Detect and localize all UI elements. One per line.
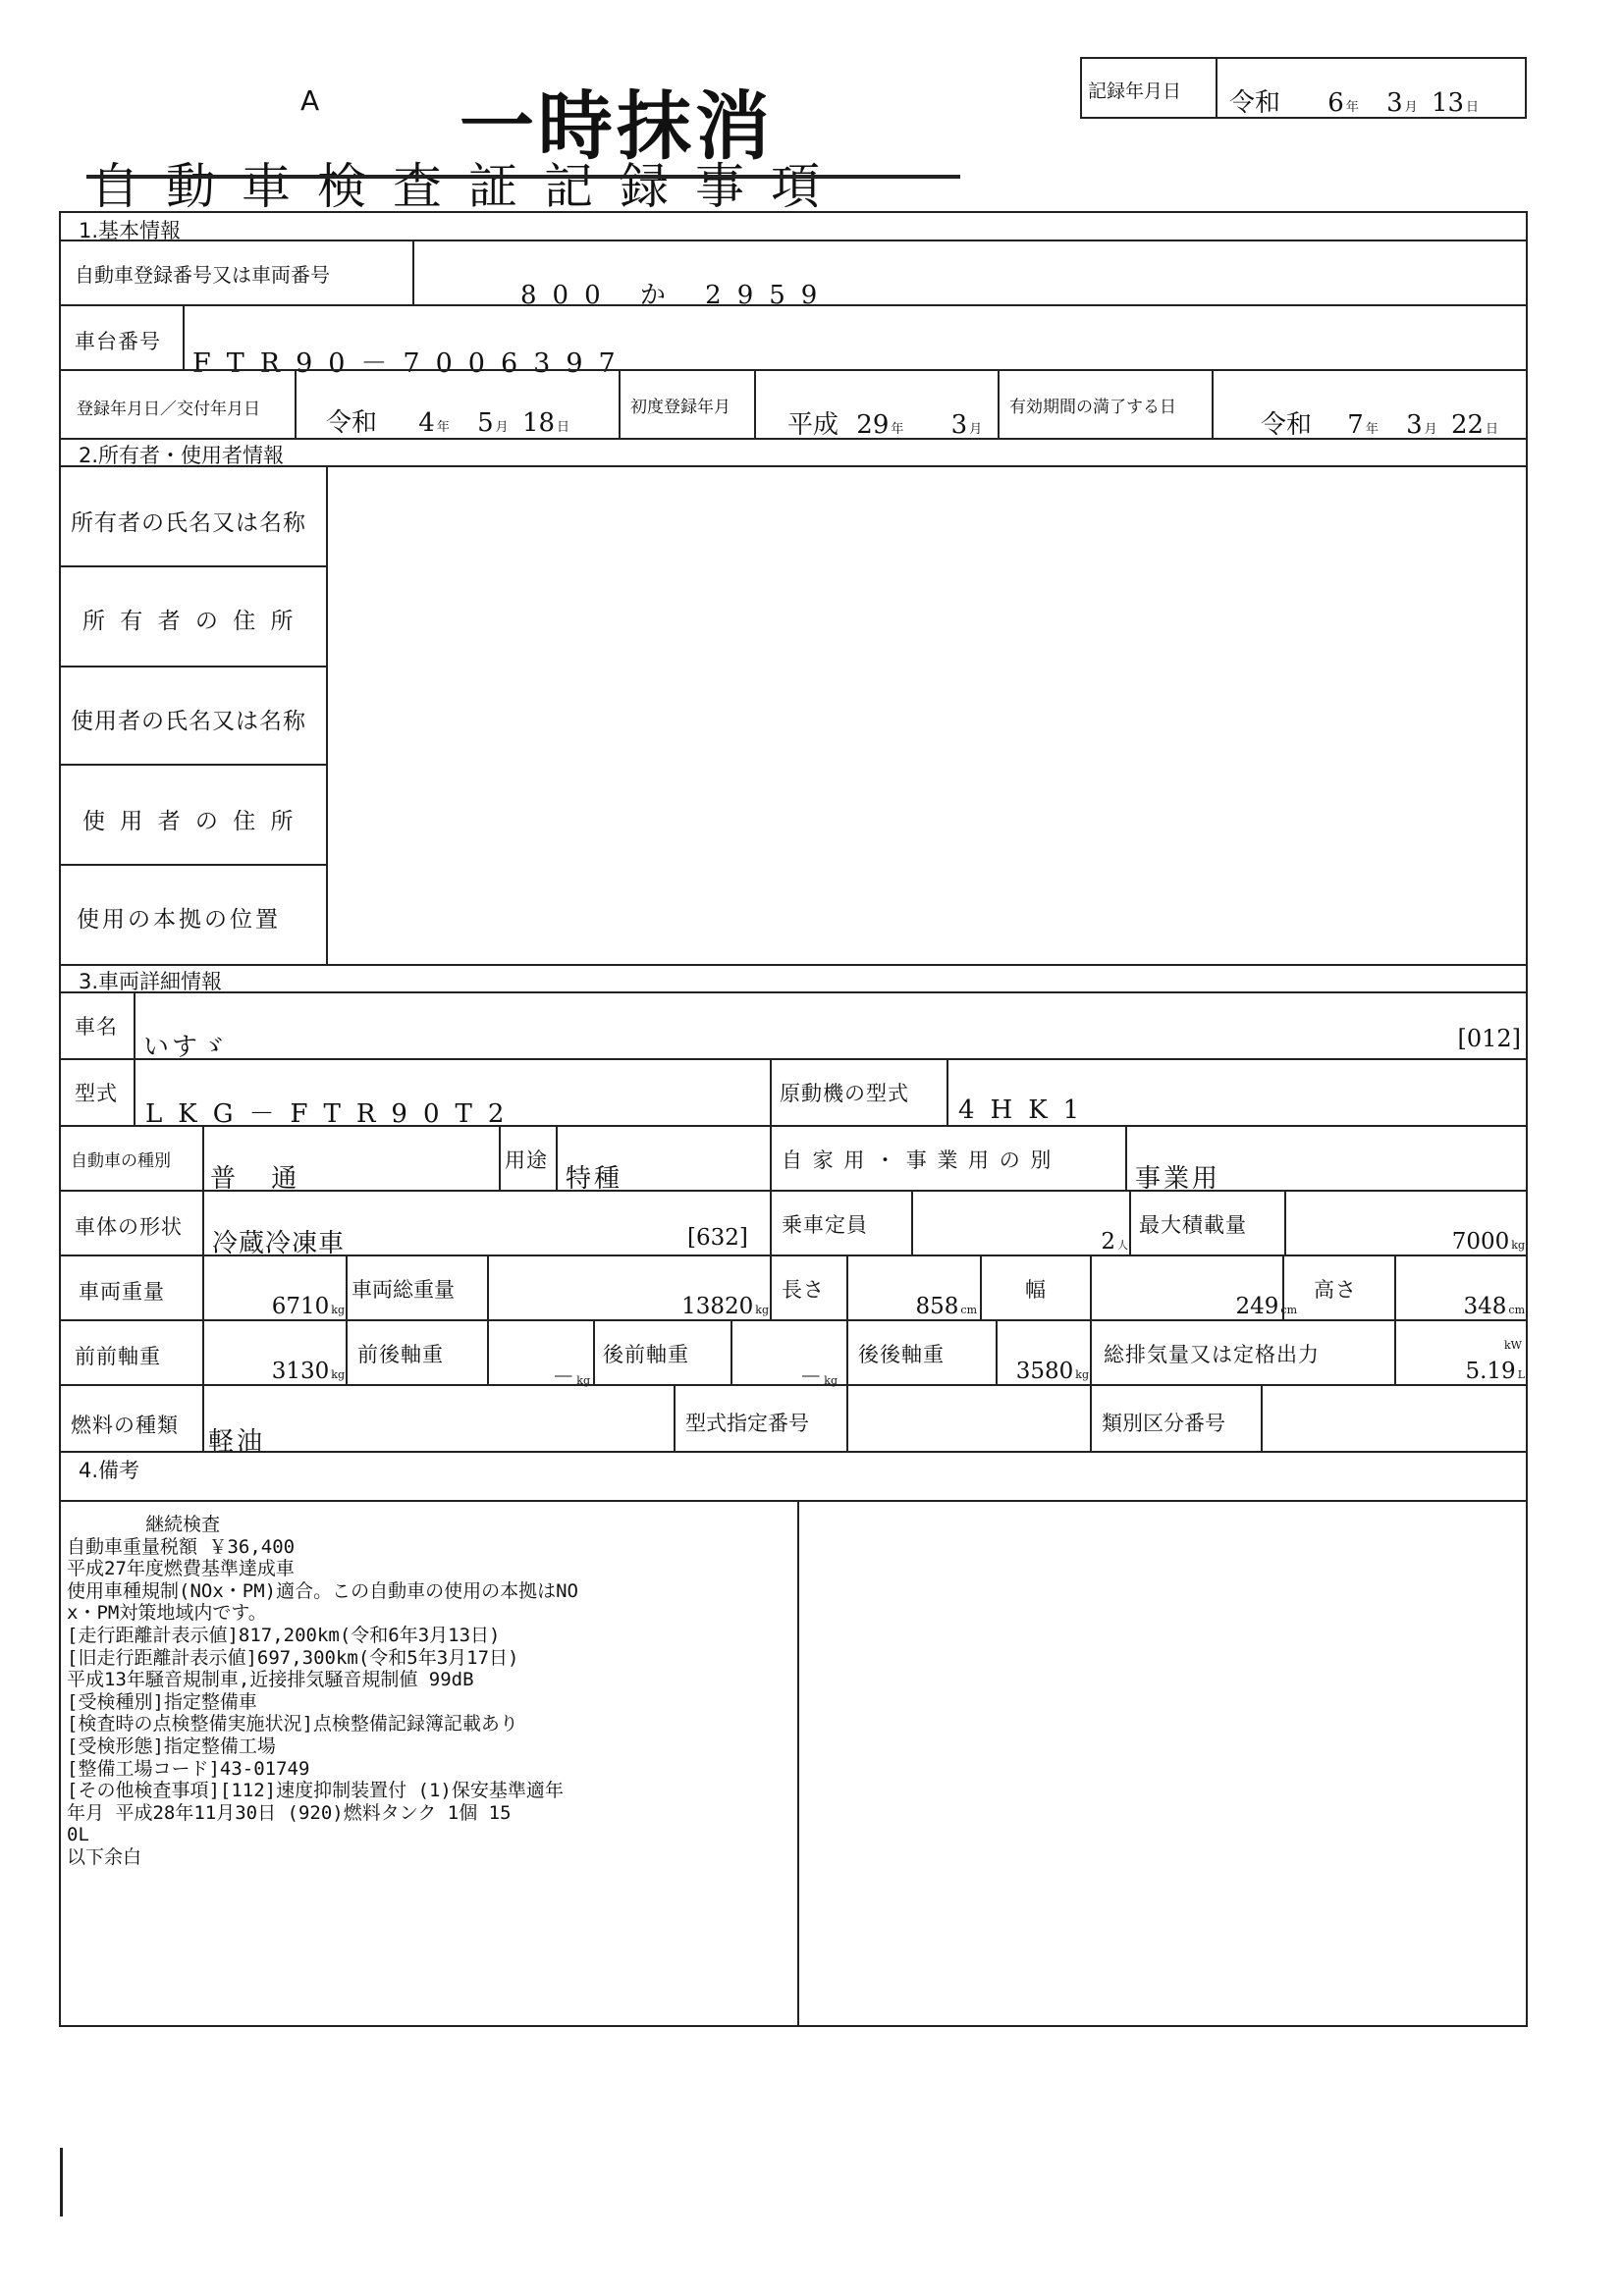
registration-number-label: 自動車登録番号又は車両番号 — [75, 263, 330, 287]
expiry-date: 令和 7 年 3 月 22 日 — [1261, 410, 1499, 440]
car-name-code: [012] — [1457, 1025, 1521, 1052]
chassis-number: FTR90－7006397 — [192, 348, 631, 379]
first-registration-date: 平成 29 年 3 月 — [787, 410, 983, 440]
max-load: 7000 kg — [1451, 1229, 1525, 1255]
body-shape: 冷蔵冷凍車 — [212, 1229, 346, 1258]
scan-mark — [60, 2148, 63, 2216]
displacement-label: 総排気量又は定格出力 — [1104, 1343, 1320, 1366]
rear-front-axle-weight: － kg — [799, 1364, 838, 1390]
section-remarks-title: 4.備考 — [79, 1459, 140, 1482]
car-name-label: 車名 — [75, 1015, 118, 1039]
remarks-line: 0L — [67, 1824, 89, 1846]
max-load-label: 最大積載量 — [1139, 1213, 1247, 1237]
vehicle-type-label: 自動車の種別 — [71, 1151, 171, 1171]
remarks-line: [走行距離計表示値]817,200km(令和6年3月13日) — [67, 1624, 501, 1646]
title-strikethrough — [86, 175, 960, 179]
document-title: 自動車検査証記録事項 — [90, 158, 846, 215]
engine-model: 4HK1 — [958, 1095, 1096, 1125]
owner-address-label: 所 有 者 の 住 所 — [82, 609, 298, 634]
remarks-line: x・PM対策地域内です。 — [67, 1602, 267, 1625]
car-name: いすゞ — [143, 1033, 230, 1062]
height: 348 cm — [1463, 1294, 1525, 1319]
section-vehicle-details-title: 3.車両詳細情報 — [79, 970, 223, 993]
front-rear-axle-label: 前後軸重 — [357, 1343, 444, 1366]
issue-date: 令和 4 年 5 月 18 日 — [326, 408, 570, 438]
displacement-unit-kw: kW — [1504, 1339, 1522, 1352]
fuel-type: 軽油 — [208, 1427, 266, 1457]
use-label: 用途 — [505, 1148, 548, 1172]
rear-front-axle-label: 後前軸重 — [603, 1343, 689, 1366]
displacement: 5.19 L — [1465, 1359, 1525, 1384]
seating-capacity-label: 乗車定員 — [782, 1213, 868, 1237]
remarks-line: 平成13年騒音規制車,近接排気騒音規制値 99dB — [67, 1669, 474, 1691]
rear-rear-axle-weight: 3580 kg — [1015, 1359, 1089, 1384]
remarks-line: [整備工場コード]43-01749 — [67, 1757, 310, 1780]
private-business-value: 事業用 — [1135, 1164, 1221, 1194]
vehicle-weight-label: 車両重量 — [79, 1280, 165, 1304]
remarks-line: [受検形態]指定整備工場 — [67, 1735, 276, 1757]
category-number-label: 類別区分番号 — [1102, 1412, 1225, 1435]
remarks-line: 以下余白 — [67, 1845, 142, 1868]
body-shape-code: [632] — [687, 1225, 748, 1251]
form-mark: A — [300, 84, 320, 117]
section-owner-user-title: 2.所有者・使用者情報 — [79, 444, 285, 467]
engine-model-label: 原動機の型式 — [780, 1082, 909, 1105]
front-front-axle-label: 前前軸重 — [75, 1345, 161, 1368]
section-basic-info-title: 1.基本情報 — [79, 219, 182, 242]
private-business-label: 自 家 用 ・ 事 業 用 の 別 — [782, 1148, 1054, 1172]
user-address-label: 使 用 者 の 住 所 — [82, 809, 298, 834]
first-registration-label: 初度登録年月 — [630, 398, 730, 417]
remarks-divider — [797, 1500, 799, 2027]
body-shape-label: 車体の形状 — [75, 1215, 183, 1239]
rear-rear-axle-label: 後後軸重 — [858, 1343, 945, 1366]
expiry-date-label: 有効期間の満了する日 — [1009, 398, 1176, 417]
base-location-label: 使用の本拠の位置 — [77, 907, 281, 933]
width-label: 幅 — [1025, 1278, 1047, 1302]
user-name-label: 使用者の氏名又は名称 — [71, 709, 306, 734]
issue-date-label: 登録年月日／交付年月日 — [77, 400, 260, 419]
gross-weight-label: 車両総重量 — [352, 1278, 455, 1302]
length-label: 長さ — [782, 1278, 825, 1302]
remarks-line: 使用車種規制(NOx・PM)適合。この自動車の使用の本拠はNO — [67, 1579, 578, 1602]
model-code: LKG－FTR90T2 — [145, 1099, 520, 1129]
fuel-type-label: 燃料の種類 — [71, 1414, 179, 1437]
remarks-line: [検査時の点検整備実施状況]点検整備記録簿記載あり — [67, 1713, 518, 1735]
remarks-line: [受検種別]指定整備車 — [67, 1690, 257, 1713]
model-label: 型式 — [75, 1082, 118, 1105]
chassis-number-label: 車台番号 — [75, 330, 161, 353]
registration-number: 800 か 2959 — [520, 281, 834, 310]
height-label: 高さ — [1314, 1278, 1357, 1302]
remarks-line: 平成27年度燃費基準達成車 — [67, 1558, 295, 1580]
vehicle-weight: 6710 kg — [271, 1294, 345, 1319]
gross-weight: 13820 kg — [681, 1294, 769, 1319]
front-rear-axle-weight: － kg — [552, 1364, 590, 1390]
width: 249 cm — [1235, 1294, 1297, 1319]
owner-name-label: 所有者の氏名又は名称 — [71, 510, 306, 536]
type-designation-label: 型式指定番号 — [685, 1412, 809, 1435]
remarks-line: [旧走行距離計表示値]697,300km(令和5年3月17日) — [67, 1646, 519, 1669]
remarks-line: 自動車重量税額 ￥36,400 — [67, 1535, 296, 1558]
record-date: 令和 6 年 3 月 13 日 — [1229, 88, 1480, 118]
use-value: 特種 — [566, 1164, 623, 1194]
remarks-line: 継続検査 — [67, 1514, 221, 1535]
temporary-deregistration-stamp: 一時抹消 — [460, 82, 774, 170]
remarks-line: 年月 平成28年11月30日 (920)燃料タンク 1個 15 — [67, 1801, 512, 1824]
length: 858 cm — [915, 1294, 977, 1319]
seating-capacity: 2 人 — [1101, 1229, 1128, 1255]
front-front-axle-weight: 3130 kg — [271, 1359, 345, 1384]
remarks-line: [その他検査事項][112]速度抑制装置付 (1)保安基準適年 — [67, 1780, 564, 1802]
vehicle-type: 普 通 — [210, 1164, 311, 1194]
remarks-text — [67, 1514, 793, 1869]
record-date-label: 記録年月日 — [1088, 80, 1182, 102]
